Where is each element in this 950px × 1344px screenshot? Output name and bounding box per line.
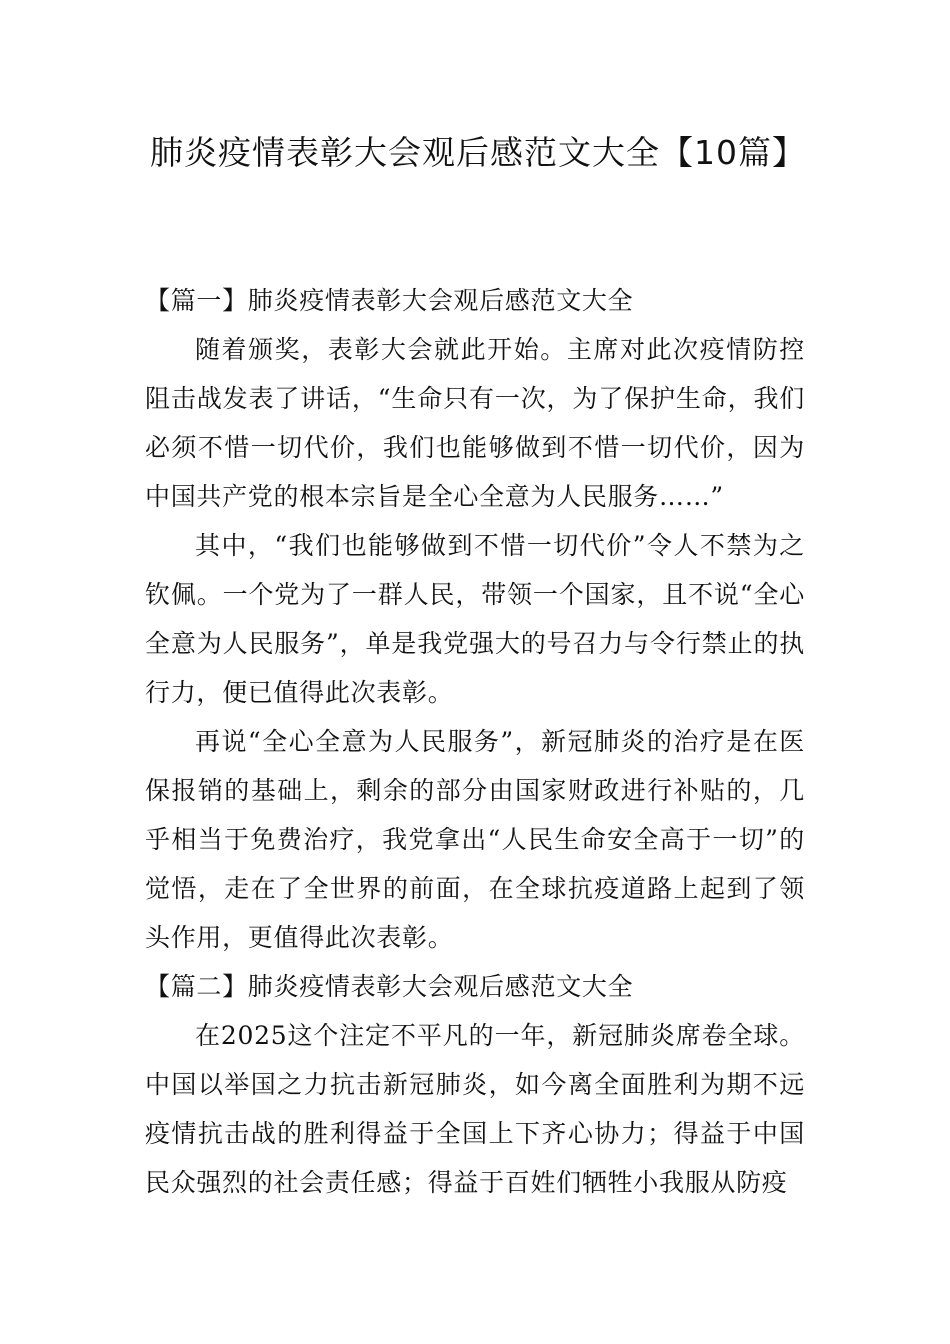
section-1-paragraph-3: 再说“全心全意为人民服务”，新冠肺炎的治疗是在医保报销的基础上，剩余的部分由国家财政进行补贴的，几乎相当于免费治疗，我党拿出“人民生命安全高于一切”的觉悟，走在了全世界的前面，在全球抗疫道路上起到了领头作用，更值得此次表彰。	[145, 727, 805, 952]
section-1-paragraph-2: 其中，“我们也能够做到不惜一切代价”令人不禁为之钦佩。一个党为了一群人民，带领一个国家，且不说“全心全意为人民服务”，单是我党强大的号召力与令行禁止的执行力，便已值得此次表彰。	[145, 531, 805, 707]
section-heading-1: 【篇一】肺炎疫情表彰大会观后感范文大全	[145, 286, 634, 315]
document-body	[145, 276, 805, 1207]
section-heading-2: 【篇二】肺炎疫情表彰大会观后感范文大全	[145, 972, 634, 1001]
section-1-paragraph-1: 随着颁奖，表彰大会就此开始。主席对此次疫情防控阻击战发表了讲话，“生命只有一次，为了保护生命，我们必须不惜一切代价，我们也能够做到不惜一切代价，因为中国共产党的根本宗旨是全心全意为人民服务……”	[145, 335, 805, 511]
section-2-paragraph-1: 在2025这个注定不平凡的一年，新冠肺炎席卷全球。中国以举国之力抗击新冠肺炎，如今离全面胜利为期不远疫情抗击战的胜利得益于全国上下齐心协力；得益于中国民众强烈的社会责任感；得益于百姓们牺牲小我服从防疫	[145, 1021, 805, 1197]
document-title: 肺炎疫情表彰大会观后感范文大全【10篇】	[150, 133, 806, 172]
